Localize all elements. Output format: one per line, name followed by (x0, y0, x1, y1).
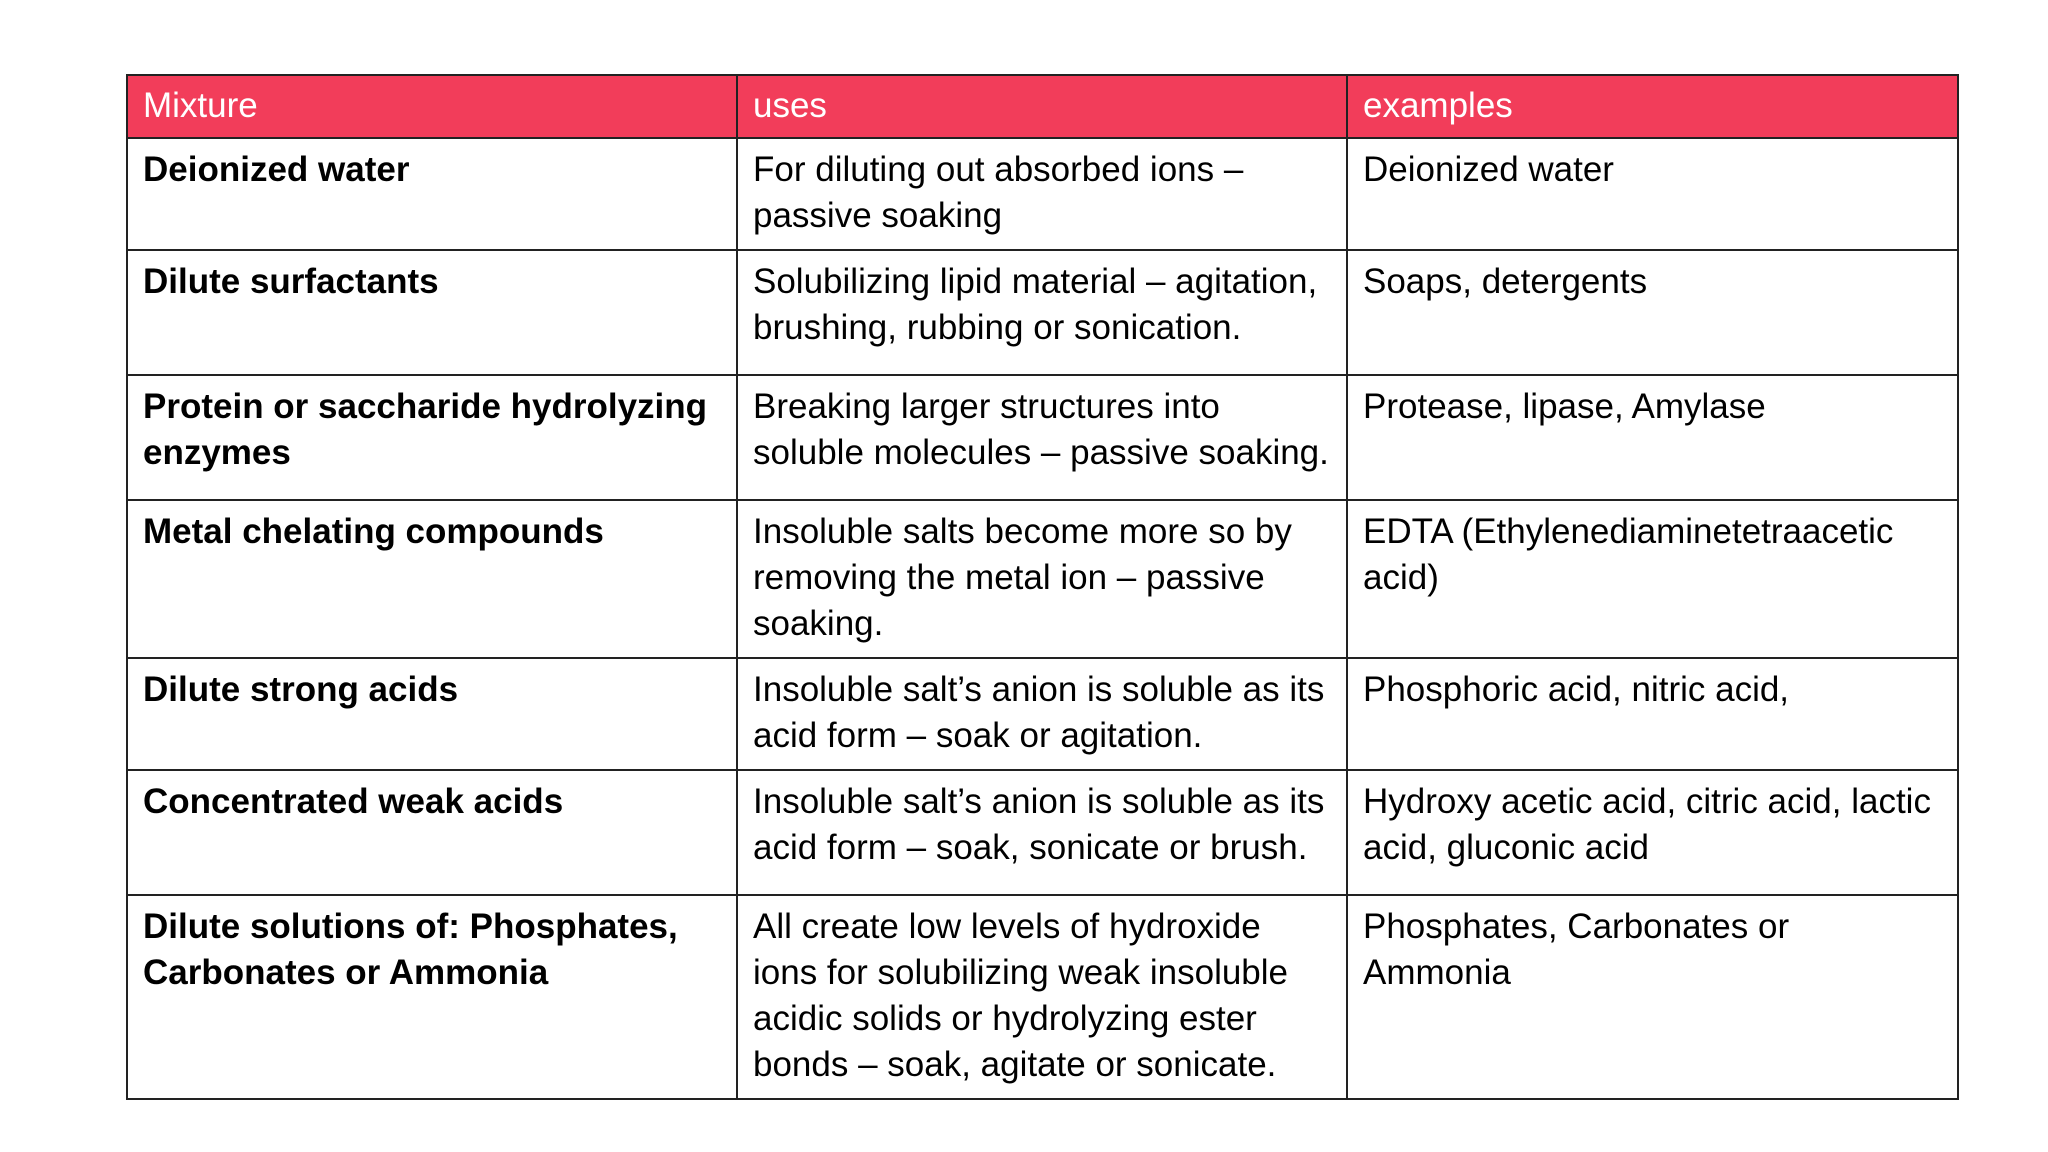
mixture-cell: Dilute solutions of: Phosphates, Carbonates or Ammonia (127, 895, 737, 1099)
table-row (127, 895, 1958, 1099)
table-row (127, 375, 1958, 500)
uses-cell: Insoluble salt’s anion is soluble as its acid form – soak or agitation. (737, 658, 1347, 770)
header-uses: uses (737, 75, 1347, 138)
examples-cell: Hydroxy acetic acid, citric acid, lactic acid, gluconic acid (1347, 770, 1958, 895)
mixture-cell: Dilute strong acids (127, 658, 737, 770)
uses-cell: For diluting out absorbed ions – passive soaking (737, 138, 1347, 250)
examples-cell: Soaps, detergents (1347, 250, 1958, 375)
header-row (127, 75, 1958, 138)
examples-cell: EDTA (Ethylenediaminetetraacetic acid) (1347, 500, 1958, 658)
uses-cell: Insoluble salt’s anion is soluble as its acid form – soak, sonicate or brush. (737, 770, 1347, 895)
uses-cell: Solubilizing lipid material – agitation, brushing, rubbing or sonication. (737, 250, 1347, 375)
mixture-cell: Dilute surfactants (127, 250, 737, 375)
table-body (127, 138, 1958, 1099)
uses-cell: Insoluble salts become more so by removing the metal ion – passive soaking. (737, 500, 1347, 658)
mixture-cell: Concentrated weak acids (127, 770, 737, 895)
uses-cell: Breaking larger structures into soluble molecules – passive soaking. (737, 375, 1347, 500)
mixture-cell: Metal chelating compounds (127, 500, 737, 658)
examples-cell: Phosphates, Carbonates or Ammonia (1347, 895, 1958, 1099)
examples-cell: Protease, lipase, Amylase (1347, 375, 1958, 500)
table-row (127, 138, 1958, 250)
header-examples: examples (1347, 75, 1958, 138)
table-row (127, 658, 1958, 770)
table-row (127, 500, 1958, 658)
examples-cell: Deionized water (1347, 138, 1958, 250)
table-row (127, 770, 1958, 895)
table-header (127, 75, 1958, 138)
examples-cell: Phosphoric acid, nitric acid, (1347, 658, 1958, 770)
table-row (127, 250, 1958, 375)
uses-cell: All create low levels of hydroxide ions for solubilizing weak insoluble acidic solids or hydrolyzing ester bonds – soak, agitate or sonicate. (737, 895, 1347, 1099)
mixture-cell: Protein or saccharide hydrolyzing enzymes (127, 375, 737, 500)
header-mixture: Mixture (127, 75, 737, 138)
mixtures-table (126, 74, 1959, 1100)
mixture-cell: Deionized water (127, 138, 737, 250)
